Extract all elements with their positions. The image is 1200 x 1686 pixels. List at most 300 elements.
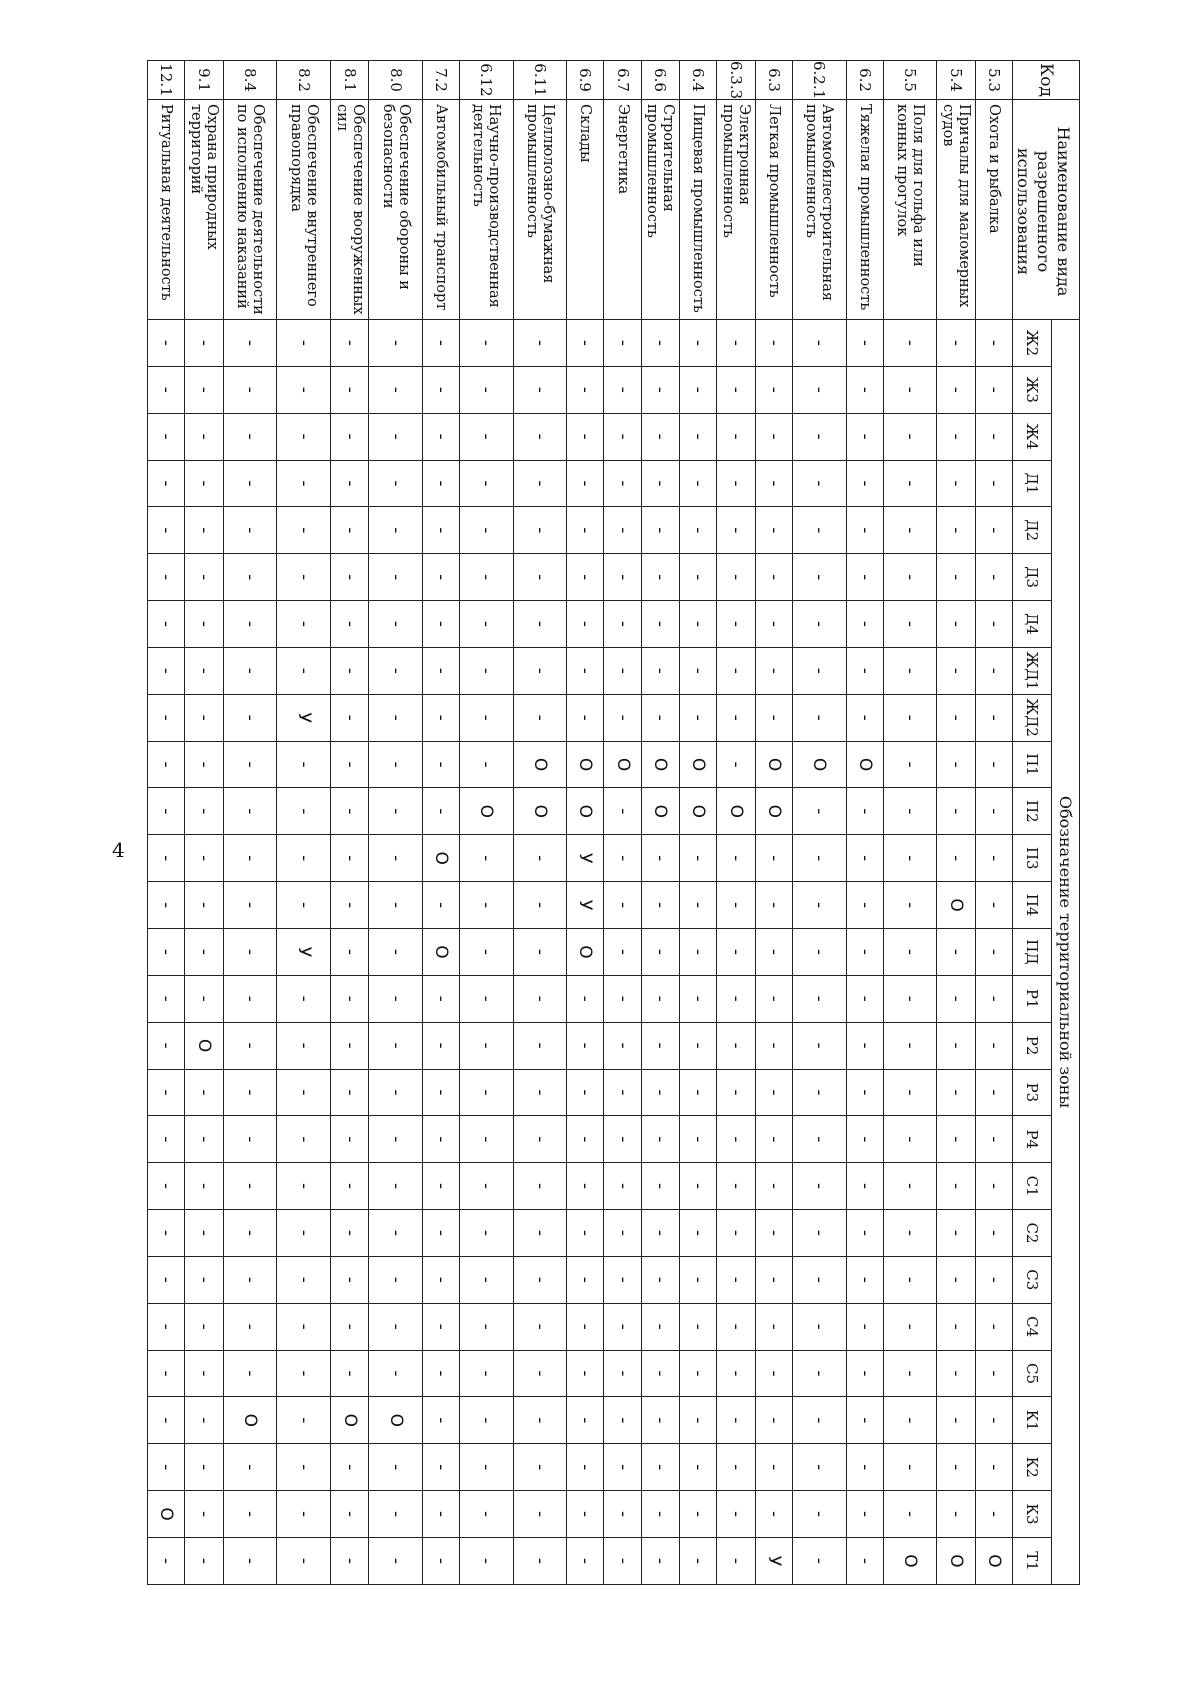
zone-cell: - xyxy=(422,1210,459,1257)
zone-cell: - xyxy=(369,741,423,788)
zone-cell: - xyxy=(793,507,847,554)
zone-cell: - xyxy=(185,1303,223,1350)
zone-cell: - xyxy=(513,507,567,554)
zone-cell: - xyxy=(185,928,223,975)
zone-cell: - xyxy=(846,928,883,975)
row-code: 6.3 xyxy=(755,61,792,100)
zone-cell: - xyxy=(567,1350,604,1397)
zone-cell: - xyxy=(185,460,223,507)
zone-cell: - xyxy=(513,320,567,367)
zone-cell: - xyxy=(680,1444,717,1491)
zone-cell: - xyxy=(604,507,641,554)
zone-cell: - xyxy=(641,413,679,460)
zone-cell: - xyxy=(975,507,1012,554)
zone-cell: - xyxy=(148,1210,185,1257)
zone-cell: - xyxy=(846,1210,883,1257)
zone-cell: - xyxy=(223,1116,277,1163)
zone-cell: - xyxy=(148,1069,185,1116)
zone-cell: - xyxy=(185,694,223,741)
zone-cell: - xyxy=(937,1210,975,1257)
zone-cell: О xyxy=(330,1397,368,1444)
row-name: Строительная промышленность xyxy=(641,100,679,320)
zone-cell: - xyxy=(422,413,459,460)
zone-cell: - xyxy=(422,1444,459,1491)
zone-cell: - xyxy=(567,1069,604,1116)
zone-cell: О xyxy=(755,741,792,788)
row-code: 5.5 xyxy=(883,61,937,100)
zone-cell: - xyxy=(755,1444,792,1491)
zone-cell: - xyxy=(148,413,185,460)
zone-cell: - xyxy=(604,928,641,975)
row-name: Обеспечение обороны и безопасности xyxy=(369,100,423,320)
zone-cell: - xyxy=(755,928,792,975)
zone-cell: - xyxy=(883,788,937,835)
zone-cell: - xyxy=(717,601,755,648)
zone-cell: - xyxy=(277,1116,331,1163)
zone-cell: - xyxy=(641,1116,679,1163)
zone-cell: - xyxy=(793,1256,847,1303)
zone-cell: - xyxy=(422,1116,459,1163)
zone-cell: - xyxy=(277,975,331,1022)
row-code: 8.4 xyxy=(223,61,277,100)
zone-cell: - xyxy=(680,1537,717,1584)
zone-cell: - xyxy=(277,1444,331,1491)
zone-cell: - xyxy=(422,601,459,648)
row-name: Обеспечение вооруженных сил xyxy=(330,100,368,320)
zone-cell: - xyxy=(148,647,185,694)
zone-cell: - xyxy=(513,647,567,694)
zone-cell: - xyxy=(223,647,277,694)
zone-cell: - xyxy=(148,1256,185,1303)
zone-cell: - xyxy=(567,413,604,460)
zone-cell: - xyxy=(185,1397,223,1444)
zone-cell: - xyxy=(680,835,717,882)
zone-cell: - xyxy=(223,1537,277,1584)
zone-cell: - xyxy=(680,1397,717,1444)
zone-cell: - xyxy=(369,975,423,1022)
zone-cell: - xyxy=(460,366,514,413)
zone-cell: - xyxy=(185,835,223,882)
zone-cell: - xyxy=(148,975,185,1022)
zone-cell: - xyxy=(567,1491,604,1538)
zone-cell: - xyxy=(277,601,331,648)
row-code: 6.11 xyxy=(513,61,567,100)
table-row xyxy=(883,61,937,1585)
zone-cell: - xyxy=(717,694,755,741)
zone-cell: - xyxy=(641,1022,679,1069)
zone-cell: - xyxy=(680,647,717,694)
zone-cell: - xyxy=(567,320,604,367)
zone-cell: - xyxy=(680,460,717,507)
zone-cell: - xyxy=(422,1397,459,1444)
zone-cell: - xyxy=(846,1069,883,1116)
zone-cell: - xyxy=(846,601,883,648)
row-name: Энергетика xyxy=(604,100,641,320)
zone-cell: - xyxy=(717,1350,755,1397)
row-code: 12.1 xyxy=(148,61,185,100)
zone-cell: - xyxy=(330,1303,368,1350)
zone-cell: - xyxy=(846,1537,883,1584)
row-name: Обеспечение внутреннего правопорядка xyxy=(277,100,331,320)
zone-cell: - xyxy=(883,413,937,460)
zone-cell: - xyxy=(755,694,792,741)
zone-cell: - xyxy=(641,1303,679,1350)
zone-cell: - xyxy=(846,835,883,882)
zone-cell: - xyxy=(330,1350,368,1397)
zone-cell: - xyxy=(680,507,717,554)
row-name: Поля для гольфа или конных прогулок xyxy=(883,100,937,320)
zone-cell: - xyxy=(148,882,185,929)
zone-cell: - xyxy=(330,1069,368,1116)
zone-cell: - xyxy=(975,460,1012,507)
zone-header: С3 xyxy=(1013,1256,1052,1303)
zone-cell: - xyxy=(369,413,423,460)
zone-cell: - xyxy=(755,647,792,694)
zone-cell: - xyxy=(680,1303,717,1350)
zone-cell: О xyxy=(223,1397,277,1444)
table-row xyxy=(148,61,185,1585)
zone-cell: - xyxy=(717,835,755,882)
zone-cell: - xyxy=(846,1397,883,1444)
zone-cell: - xyxy=(717,1163,755,1210)
zone-cell: - xyxy=(330,882,368,929)
zone-cell: - xyxy=(604,1444,641,1491)
zone-cell: - xyxy=(641,882,679,929)
zone-cell: - xyxy=(755,975,792,1022)
zone-cell: - xyxy=(604,1350,641,1397)
zone-cell: - xyxy=(330,741,368,788)
zone-header: Р3 xyxy=(1013,1069,1052,1116)
zone-cell: - xyxy=(937,1491,975,1538)
zone-cell: - xyxy=(641,928,679,975)
zone-cell: - xyxy=(846,1491,883,1538)
zone-cell: - xyxy=(223,460,277,507)
zone-cell: - xyxy=(330,1116,368,1163)
zone-cell: - xyxy=(937,975,975,1022)
row-name: Охота и рыбалка xyxy=(975,100,1012,320)
zone-cell: - xyxy=(369,882,423,929)
zone-cell: - xyxy=(641,1163,679,1210)
zone-cell: - xyxy=(755,1350,792,1397)
zone-cell: - xyxy=(223,1069,277,1116)
row-code: 6.3.3 xyxy=(717,61,755,100)
zone-cell: О xyxy=(513,788,567,835)
zone-cell: - xyxy=(937,835,975,882)
zone-cell: - xyxy=(755,1397,792,1444)
zone-cell: - xyxy=(422,882,459,929)
zone-cell: - xyxy=(330,1163,368,1210)
zone-cell: - xyxy=(604,1210,641,1257)
zone-cell: - xyxy=(717,1537,755,1584)
zone-cell: - xyxy=(513,694,567,741)
zone-cell: - xyxy=(680,1491,717,1538)
zone-cell: У xyxy=(277,694,331,741)
zone-cell: - xyxy=(567,1256,604,1303)
zone-cell: - xyxy=(223,1491,277,1538)
zone-cell: - xyxy=(641,601,679,648)
zone-cell: - xyxy=(883,741,937,788)
zone-cell: - xyxy=(223,788,277,835)
zone-cell: О xyxy=(422,835,459,882)
zone-cell: - xyxy=(604,1022,641,1069)
zone-cell: - xyxy=(937,1256,975,1303)
zone-cell: - xyxy=(567,1397,604,1444)
zone-cell: - xyxy=(223,1350,277,1397)
zone-cell: - xyxy=(793,1116,847,1163)
zone-header: П3 xyxy=(1013,835,1052,882)
zone-cell: - xyxy=(330,366,368,413)
zone-header: Д3 xyxy=(1013,554,1052,601)
zone-cell: - xyxy=(185,647,223,694)
zone-cell: - xyxy=(277,320,331,367)
zone-cell: - xyxy=(422,460,459,507)
zone-cell: - xyxy=(567,694,604,741)
zone-cell: - xyxy=(641,366,679,413)
row-code: 6.4 xyxy=(680,61,717,100)
zone-cell: - xyxy=(717,554,755,601)
zone-cell: - xyxy=(883,554,937,601)
zone-cell: - xyxy=(567,507,604,554)
zone-cell: - xyxy=(185,882,223,929)
zone-cell: - xyxy=(567,1210,604,1257)
zone-cell: - xyxy=(793,1397,847,1444)
zone-cell: - xyxy=(277,460,331,507)
zone-cell: - xyxy=(680,928,717,975)
zone-cell: - xyxy=(793,694,847,741)
zone-cell: - xyxy=(185,1163,223,1210)
zone-cell: - xyxy=(513,1303,567,1350)
zone-cell: - xyxy=(937,928,975,975)
zone-cell: - xyxy=(755,1256,792,1303)
zone-cell: - xyxy=(277,1163,331,1210)
zone-cell: - xyxy=(846,320,883,367)
zone-cell: - xyxy=(330,835,368,882)
zone-cell: - xyxy=(846,647,883,694)
zone-cell: - xyxy=(680,1022,717,1069)
zone-cell: - xyxy=(975,1256,1012,1303)
row-name: Причалы для маломерных судов xyxy=(937,100,975,320)
zone-cell: - xyxy=(422,1163,459,1210)
zone-cell: - xyxy=(223,1256,277,1303)
zone-cell: - xyxy=(717,1397,755,1444)
zone-cell: - xyxy=(148,460,185,507)
header-zone-group: Обозначение территориальной зоны xyxy=(1051,320,1079,1585)
table-row xyxy=(369,61,423,1585)
header-name: Наименование вида разрешенного использования xyxy=(1013,100,1080,320)
zone-cell: - xyxy=(883,601,937,648)
zone-cell: - xyxy=(148,788,185,835)
zone-cell: - xyxy=(717,366,755,413)
zone-cell: - xyxy=(185,1537,223,1584)
zone-cell: - xyxy=(330,601,368,648)
zone-cell: - xyxy=(460,1256,514,1303)
zone-cell: - xyxy=(460,1397,514,1444)
zone-cell: - xyxy=(460,647,514,694)
zone-cell: - xyxy=(793,835,847,882)
zone-cell: О xyxy=(422,928,459,975)
zone-cell: - xyxy=(185,1116,223,1163)
zone-cell: - xyxy=(883,507,937,554)
zone-cell: - xyxy=(369,460,423,507)
row-code: 7.2 xyxy=(422,61,459,100)
zone-cell: - xyxy=(975,788,1012,835)
zone-header: К3 xyxy=(1013,1491,1052,1538)
zone-cell: - xyxy=(755,320,792,367)
zone-cell: - xyxy=(513,366,567,413)
row-code: 6.2.1 xyxy=(793,61,847,100)
zone-cell: - xyxy=(883,1069,937,1116)
zone-cell: - xyxy=(937,647,975,694)
zone-header: Ж3 xyxy=(1013,366,1052,413)
zone-cell: - xyxy=(937,1069,975,1116)
zone-cell: - xyxy=(513,1210,567,1257)
zone-cell: О xyxy=(755,788,792,835)
zone-cell: - xyxy=(330,928,368,975)
zone-cell: - xyxy=(330,788,368,835)
zone-cell: - xyxy=(330,460,368,507)
zone-cell: - xyxy=(717,1256,755,1303)
zone-cell: - xyxy=(513,554,567,601)
zone-cell: - xyxy=(277,647,331,694)
table-row xyxy=(846,61,883,1585)
zone-cell: - xyxy=(185,366,223,413)
zone-header: ПД xyxy=(1013,928,1052,975)
zone-cell: - xyxy=(185,554,223,601)
zone-cell: - xyxy=(460,1022,514,1069)
zone-cell: - xyxy=(846,1444,883,1491)
zone-cell: - xyxy=(975,694,1012,741)
zone-header: К2 xyxy=(1013,1444,1052,1491)
zone-cell: - xyxy=(330,554,368,601)
zone-cell: - xyxy=(277,1256,331,1303)
zone-cell: - xyxy=(975,741,1012,788)
zone-cell: - xyxy=(148,928,185,975)
zone-cell: - xyxy=(369,1303,423,1350)
zone-cell: - xyxy=(223,741,277,788)
zone-cell: - xyxy=(717,413,755,460)
zone-cell: - xyxy=(369,320,423,367)
zone-cell: - xyxy=(330,507,368,554)
zone-cell: - xyxy=(793,1491,847,1538)
zone-cell: - xyxy=(369,507,423,554)
table-row xyxy=(513,61,567,1585)
zone-cell: О xyxy=(846,741,883,788)
zone-cell: - xyxy=(883,1256,937,1303)
zone-cell: - xyxy=(513,460,567,507)
zone-cell: - xyxy=(422,647,459,694)
zone-cell: - xyxy=(604,1069,641,1116)
zone-cell: - xyxy=(604,882,641,929)
zone-cell: - xyxy=(369,694,423,741)
zone-cell: - xyxy=(846,460,883,507)
row-name: Автомобилестроительная промышленность xyxy=(793,100,847,320)
zone-cell: - xyxy=(185,413,223,460)
zone-cell: - xyxy=(641,554,679,601)
zone-cell: О xyxy=(148,1491,185,1538)
row-code: 5.3 xyxy=(975,61,1012,100)
zone-cell: - xyxy=(975,1069,1012,1116)
zone-cell: - xyxy=(513,1444,567,1491)
zone-cell: - xyxy=(846,366,883,413)
zone-cell: - xyxy=(223,601,277,648)
zone-cell: - xyxy=(148,1444,185,1491)
zone-cell: - xyxy=(148,554,185,601)
zone-cell: - xyxy=(223,1210,277,1257)
zone-cell: - xyxy=(604,460,641,507)
zone-cell: - xyxy=(513,1256,567,1303)
zone-cell: - xyxy=(975,1444,1012,1491)
page-number: 4 xyxy=(112,838,125,862)
zone-cell: - xyxy=(369,1022,423,1069)
zone-cell: - xyxy=(148,601,185,648)
zone-cell: - xyxy=(148,694,185,741)
zone-cell: - xyxy=(223,694,277,741)
table-row xyxy=(223,61,277,1585)
zone-cell: - xyxy=(883,1397,937,1444)
zone-header: С1 xyxy=(1013,1163,1052,1210)
zone-cell: - xyxy=(223,1444,277,1491)
zone-cell: - xyxy=(185,507,223,554)
zone-cell: - xyxy=(641,1256,679,1303)
zone-cell: О xyxy=(460,788,514,835)
zone-cell: - xyxy=(755,413,792,460)
zone-header: Ж2 xyxy=(1013,320,1052,367)
zone-cell: О xyxy=(937,882,975,929)
table-row xyxy=(641,61,679,1585)
zone-cell: - xyxy=(755,882,792,929)
zone-cell: - xyxy=(223,320,277,367)
zone-cell: - xyxy=(567,1022,604,1069)
zone-cell: - xyxy=(680,694,717,741)
table-row xyxy=(937,61,975,1585)
zone-cell: - xyxy=(641,1210,679,1257)
zone-cell: - xyxy=(846,1163,883,1210)
zone-cell: - xyxy=(975,1303,1012,1350)
zone-cell: - xyxy=(422,1022,459,1069)
zone-cell: - xyxy=(422,741,459,788)
zone-cell: - xyxy=(148,1116,185,1163)
zone-cell: - xyxy=(975,1350,1012,1397)
zone-header: П2 xyxy=(1013,788,1052,835)
zone-cell: - xyxy=(793,1163,847,1210)
zone-cell: О xyxy=(641,741,679,788)
zone-cell: - xyxy=(641,835,679,882)
row-name: Легкая промышленность xyxy=(755,100,792,320)
zone-cell: - xyxy=(369,601,423,648)
zone-cell: - xyxy=(680,320,717,367)
zone-header: ЖД1 xyxy=(1013,647,1052,694)
zone-cell: - xyxy=(641,507,679,554)
zone-cell: - xyxy=(755,460,792,507)
zone-cell: - xyxy=(460,741,514,788)
zone-cell: - xyxy=(369,647,423,694)
zone-cell: - xyxy=(846,507,883,554)
zone-cell: - xyxy=(369,366,423,413)
table-row xyxy=(604,61,641,1585)
zone-cell: - xyxy=(937,413,975,460)
zone-cell: - xyxy=(567,1163,604,1210)
zone-cell: - xyxy=(793,975,847,1022)
zone-cell: - xyxy=(460,1537,514,1584)
zone-cell: - xyxy=(883,1163,937,1210)
zone-cell: - xyxy=(460,1491,514,1538)
zone-cell: О xyxy=(680,741,717,788)
zone-cell: - xyxy=(277,788,331,835)
zone-cell: - xyxy=(717,1022,755,1069)
zone-cell: - xyxy=(846,1303,883,1350)
row-name: Автомобильный транспорт xyxy=(422,100,459,320)
zone-cell: - xyxy=(717,507,755,554)
